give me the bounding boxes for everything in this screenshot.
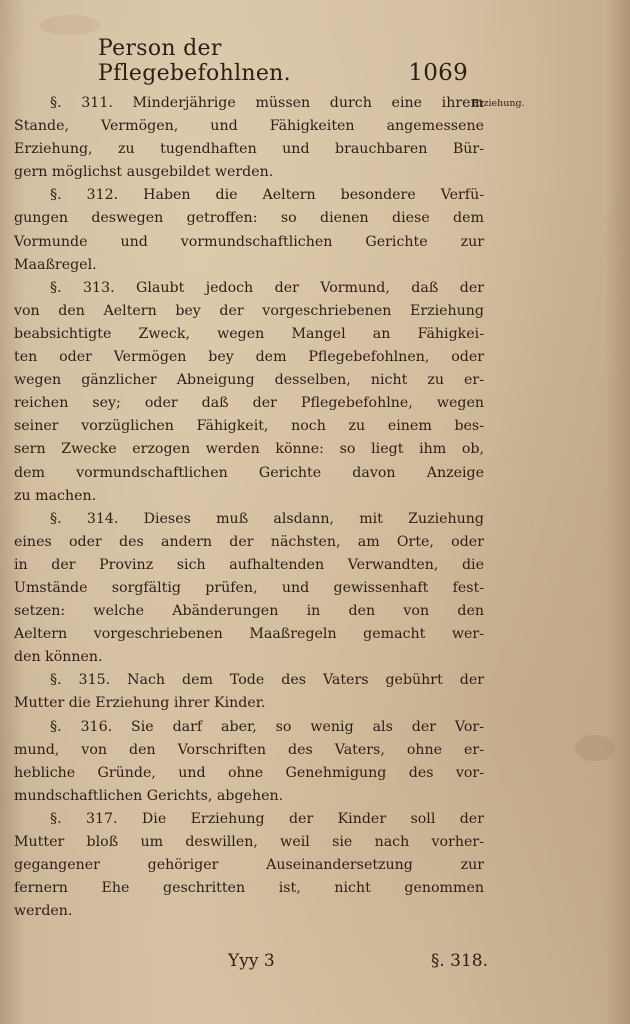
margin-note: Erziehung. bbox=[472, 98, 525, 109]
text-line: Umstände sorgfältig prüfen, und gewissenhaft fest- bbox=[14, 579, 484, 596]
paragraph bbox=[14, 277, 484, 508]
text-line: gegangener gehöriger Auseinandersetzung zur bbox=[14, 857, 484, 874]
running-header bbox=[98, 36, 468, 86]
page-number: 1069 bbox=[408, 60, 468, 86]
text-line: gungen deswegen getroffen: so dienen diese dem bbox=[14, 210, 484, 227]
text-line: Stande, Vermögen, und Fähigkeiten angemessene bbox=[14, 118, 484, 135]
text-line: §. 315. Nach dem Tode des Vaters gebührt der bbox=[50, 672, 484, 689]
text-line: §. 314. Dieses muß alsdann, mit Zuziehung bbox=[50, 510, 484, 527]
text-line: §. 313. Glaubt jedoch der Vormund, daß der bbox=[50, 279, 484, 296]
text-line: mund, von den Vorschriften des Vaters, ohne er- bbox=[14, 741, 484, 758]
paragraph bbox=[14, 808, 484, 923]
text-line: fernern Ehe geschritten ist, nicht genommen bbox=[14, 880, 484, 897]
text-line: den können. bbox=[14, 649, 103, 666]
signature-mark: Yyy 3 bbox=[228, 951, 275, 971]
text-line: Maaßregel. bbox=[14, 256, 97, 273]
paragraph bbox=[14, 716, 484, 808]
text-line: Mutter bloß um deswillen, weil sie nach vorher- bbox=[14, 834, 484, 850]
text-line: dem vormundschaftlichen Gerichte davon Anzeige bbox=[14, 464, 484, 481]
text-line: Vormunde und vormundschaftlichen Gerichte zur bbox=[14, 233, 484, 250]
text-line: eines oder des andern der nächsten, am Orte, oder bbox=[14, 533, 484, 550]
paper-stain bbox=[575, 735, 615, 761]
text-line: ten oder Vermögen bey dem Pflegebefohlnen, oder bbox=[14, 349, 484, 366]
text-line: beabsichtigte Zweck, wegen Mangel an Fähigkei- bbox=[14, 325, 484, 342]
text-line: von den Aeltern bey der vorgeschriebenen Erziehung bbox=[14, 302, 484, 319]
header-title: Person der Pflegebefohlnen. bbox=[98, 36, 291, 86]
text-line: mundschaftlichen Gerichts, abgehen. bbox=[14, 787, 284, 804]
text-line: gern möglichst ausgebildet werden. bbox=[14, 164, 274, 181]
text-line: werden. bbox=[14, 903, 73, 920]
page-footer bbox=[228, 951, 488, 971]
text-line: Mutter die Erziehung ihrer Kinder. bbox=[14, 695, 266, 712]
catchword: §. 318. bbox=[430, 951, 488, 971]
text-line: hebliche Gründe, und ohne Genehmigung des vor- bbox=[14, 764, 484, 781]
text-line: seiner vorzüglichen Fähigkeit, noch zu einem bes- bbox=[14, 418, 484, 435]
paragraph bbox=[14, 92, 484, 184]
text-line: Aeltern vorgeschriebenen Maaßregeln gemacht wer- bbox=[14, 626, 484, 643]
paragraph bbox=[14, 184, 484, 276]
text-line: wegen gänzlicher Abneigung desselben, nicht zu er- bbox=[14, 372, 484, 389]
text-line: reichen sey; oder daß der Pflegebefohlne, wegen bbox=[14, 395, 484, 412]
text-line: zu machen. bbox=[14, 487, 97, 504]
text-line: in der Provinz sich aufhaltenden Verwandten, die bbox=[14, 556, 484, 573]
paragraph bbox=[14, 508, 484, 670]
text-line: §. 311. Minderjährige müssen durch eine ihrem bbox=[50, 95, 484, 111]
page-body bbox=[14, 92, 484, 923]
text-line: Erziehung, zu tugendhaften und brauchbaren Bür- bbox=[14, 141, 484, 158]
paper-stain bbox=[40, 15, 100, 35]
paragraph bbox=[14, 669, 484, 715]
text-line: setzen: welche Abänderungen in den von den bbox=[14, 603, 484, 620]
text-line: §. 317. Die Erziehung der Kinder soll der bbox=[50, 810, 484, 827]
text-line: §. 312. Haben die Aeltern besondere Verfü- bbox=[50, 187, 484, 204]
text-line: §. 316. Sie darf aber, so wenig als der Vor- bbox=[50, 718, 484, 735]
text-line: sern Zwecke erzogen werden könne: so liegt ihm ob, bbox=[14, 441, 484, 458]
